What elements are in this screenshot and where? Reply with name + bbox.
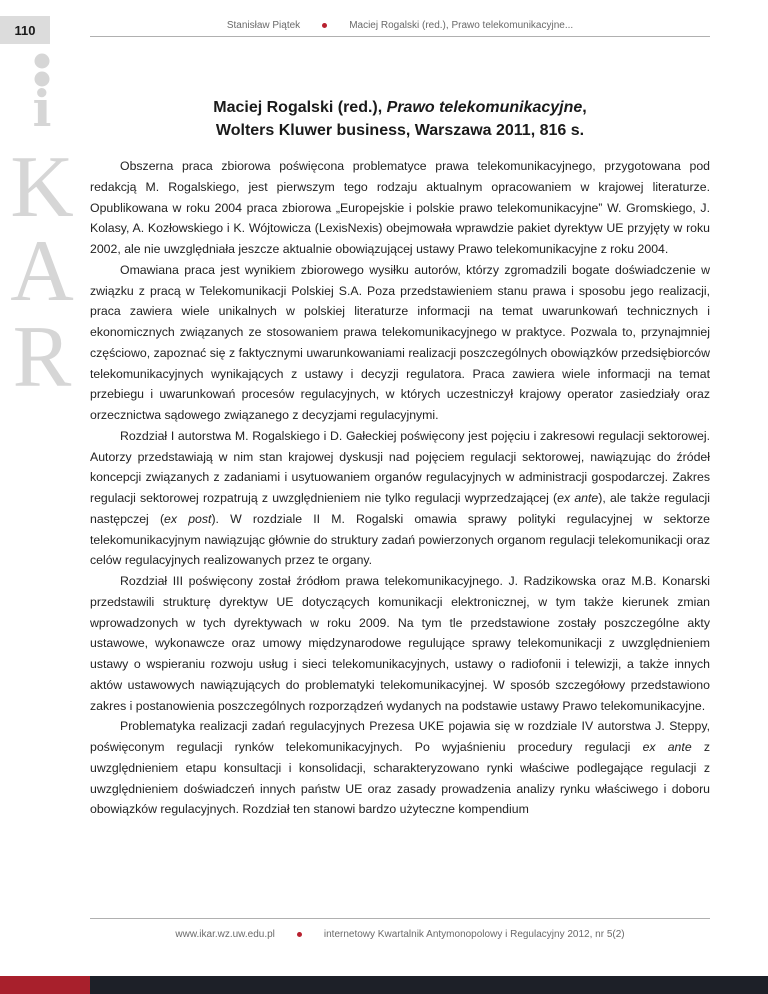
logo-letter-r: R: [12, 309, 72, 406]
running-footer: [90, 918, 710, 949]
bottom-strip-accent: [0, 976, 90, 994]
review-title-line-2: Wolters Kluwer business, Warszawa 2011, 816 s.: [215, 122, 585, 139]
paragraph-5: [90, 716, 710, 820]
paragraph-3-italic-ex-ante: ex ante: [557, 491, 599, 505]
review-title: [90, 96, 710, 142]
header-author: Stanisław Piątek: [226, 19, 301, 31]
logo-letter-a: A: [10, 223, 74, 320]
logo-dot-top: [35, 54, 50, 69]
logo-letter-k: K: [10, 139, 74, 236]
paragraph-3-italic-ex-post: ex post: [164, 511, 212, 526]
title-editor: Maciej Rogalski (red.),: [213, 99, 387, 116]
running-header: [90, 14, 710, 37]
paragraph-5-text-a: Problematyka realizacji zadań regulacyjnych Prezesa UKE pojawia się w rozdziale IV autorstwa J. Steppy, poświęconym regulacji rynków telekomunikacyjnych. Po wyjaśnieniu procedury regulacji: [90, 719, 710, 754]
paragraph-3-text-a: Rozdział I autorstwa M. Rogalskiego i D. Gałeckiej poświęcony jest pojęciu i zakresowi regulacji sektorowej. Autorzy przedstawiają w nim stan krajowej dyskusji nad pojęciem regulacji sektorowej, nawiązując do źródeł koncepcji związanych z zadaniami i usytuowaniem organów regulacyjnych w administracji gospodarczej. Zakres regulacji sektorowej rozpatrują z uwzględnieniem nie tylko regulacji wyprzedzającej (: [90, 428, 710, 505]
title-comma: ,: [582, 99, 587, 116]
footer-url[interactable]: www.ikar.wz.uw.edu.pl: [175, 928, 275, 940]
header-title: Maciej Rogalski (red.), Prawo telekomunikacyjne...: [349, 19, 574, 31]
paragraph-3: [90, 426, 710, 571]
paragraph-2: Omawiana praca jest wynikiem zbiorowego wysiłku autorów, którzy zgromadzili bogate doświadczenie w związku z pracą w Telekomunikacji Polskiej S.A. Poza przedstawieniem stanu prawa i sposobu jego realizacji, praca zawiera wiele unikalnych w polskiej literaturze informacji na temat uwarunkowań technicznych i ekonomicznych związanych ze stosowaniem prawa telekomunikacyjnego w praktyce. Pozwala to, przynajmniej częściowo, zapoznać się z faktycznymi uwarunkowaniami realizacji poszczególnych obowiązków przedsiębiorców telekomunikacyjnych wynikających z ustawy i decyzji regulatora. Praca zawiera wiele informacji na temat przebiegu i uwarunkowań procesów regulacyjnych, w których uczestniczył krajowy operator zasiedziały oraz orzecznictwa sądowego związanego z decyzjami regulacyjnymi.: [90, 262, 710, 422]
logo-letter-i: i: [32, 79, 52, 138]
paragraph-5-text-b: z uwzględnieniem etapu konsultacji i konsolidacji, scharakteryzowano rynki właściwe podlegające regulacji z uwzględnieniem doświadczeń innych państw UE oraz zasady prowadzenia analizy rynku właściwego i doboru obowiązków regulacyjnych. Rozdział ten stanowi bardzo użyteczne kompendium: [90, 740, 710, 817]
ikar-logo: [0, 48, 88, 468]
title-book: Prawo telekomunikacyjne: [386, 99, 583, 116]
paragraph-1: Obszerna praca zbiorowa poświęcona problematyce prawa telekomunikacyjnego, przygotowana pod redakcją M. Rogalskiego, jest pierwszym tego rodzaju aktualnym opracowaniem w krajowej literaturze. Opublikowana w roku 2004 praca zbiorowa „Europejskie i polskie prawo telekomunikacyjne” W. Gromskiego, J. Kolasy, A. Kozłowskiego i K. Wójtowicza (LexisNexis) obejmowała wprawdzie pakiet dyrektyw UE przyjęty w roku 2002, ale nie uwzględniała jeszcze aktualnie obowiązującej ustawy Prawo telekomunikacyjne z roku 2004.: [90, 159, 710, 256]
separator-dot-icon: [297, 932, 302, 937]
footer-journal: internetowy Kwartalnik Antymonopolowy i Regulacyjny 2012, nr 5(2): [323, 928, 625, 940]
review-title-line-1: [90, 96, 710, 119]
separator-dot-icon: [322, 23, 327, 28]
paragraph-3-text-b: ), ale także regulacji następczej (: [90, 491, 711, 526]
paragraph-4: Rozdział III poświęcony został źródłom prawa telekomunikacyjnego. J. Radzikowska oraz M.B. Konarski przedstawili strukturę dyrektyw UE dotyczących komunikacji elektronicznej, w tym także kierunek zmian wprowadzonych w tych dyrektywach w roku 2009. Na tym tle przedstawione zostały poszczególne akty ustawowe, wykonawcze oraz umowy międzynarodowe regulujące sprawy telekomunikacji z uwzględnieniem ustawy o wspieraniu rozwoju usług i sieci telekomunikacyjnych, ustawy o radiofonii i telewizji, a także innych aktów ustawowych nawiązujących do problematyki telekomunikacyjnej. W sposób szczegółowy przedstawiono zakres i postanowienia poszczególnych rozporządzeń wydanych na podstawie ustawy Prawo telekomunikacyjne.: [90, 574, 710, 713]
paragraph-5-italic-ex-ante: ex ante: [642, 740, 692, 754]
paragraph-3-text-c: ). W rozdziale II M. Rogalski omawia sprawy polityki regulacyjnej w sektorze telekomunikacyjnym nawiązując głównie do struktury zadań powierzonych organom regulacji telekomunikacji oraz celów regulacyjnych realizowanych przez te organy.: [90, 511, 710, 568]
bottom-strip: [0, 976, 768, 994]
review-body: [90, 156, 710, 820]
page-number: 110: [0, 16, 50, 44]
